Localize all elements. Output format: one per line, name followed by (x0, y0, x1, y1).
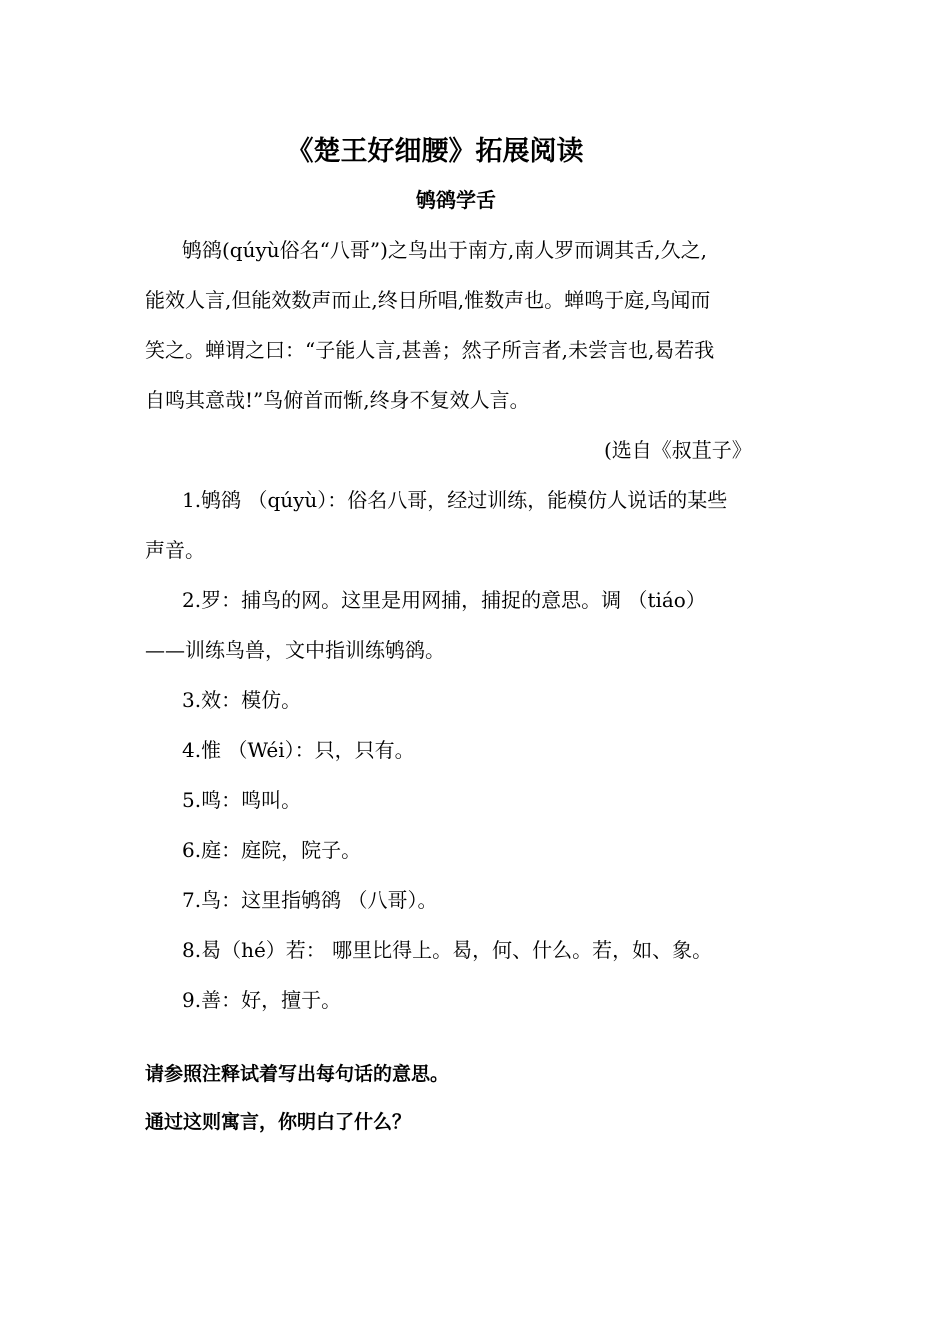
note-line: 7.鸟：这里指鸲鹆 （八哥）。 (182, 888, 438, 912)
note-line: 3.效：模仿。 (182, 688, 302, 712)
note-line: 8.曷（hé）若： 哪里比得上。曷，何、什么。若，如、象。 (182, 938, 713, 962)
passage-line: 能效人言,但能效数声而止,终日所唱,惟数声也。蝉鸣于庭,鸟闻而 (145, 288, 711, 312)
note-line: 5.鸣：鸣叫。 (182, 788, 302, 812)
note-line: 2.罗：捕鸟的网。这里是用网捕，捕捉的意思。调 （tiáo） (182, 588, 706, 612)
question-line: 通过这则寓言，你明白了什么？ (145, 1111, 412, 1133)
note-line: 1.鸲鹆 （qúyù）：俗名八哥，经过训练，能模仿人说话的某些 (182, 488, 728, 512)
note-line: 9.善：好，擅于。 (182, 988, 342, 1012)
note-line: ——训练鸟兽，文中指训练鸲鹆。 (145, 638, 445, 662)
document-subtitle: 鸲鹆学舌 (416, 188, 496, 212)
note-line: 声音。 (145, 538, 205, 562)
document-title: 《楚王好细腰》拓展阅读 (286, 136, 584, 167)
passage-line: 笑之。蝉谓之曰：“子能人言,甚善；然子所言者,未尝言也,曷若我 (145, 338, 715, 362)
passage-line: 自鸣其意哉!”鸟俯首而惭,终身不复效人言。 (145, 388, 530, 412)
note-line: 4.惟 （Wéi）：只，只有。 (182, 738, 415, 762)
note-line: 6.庭：庭院，院子。 (182, 838, 362, 862)
passage-source: (选自《叔苴子》 (604, 438, 752, 462)
passage-line: 鸲鹆(qúyù俗名“八哥”)之鸟出于南方,南人罗而调其舌,久之, (182, 238, 707, 262)
question-line: 请参照注释试着写出每句话的意思。 (145, 1063, 450, 1085)
